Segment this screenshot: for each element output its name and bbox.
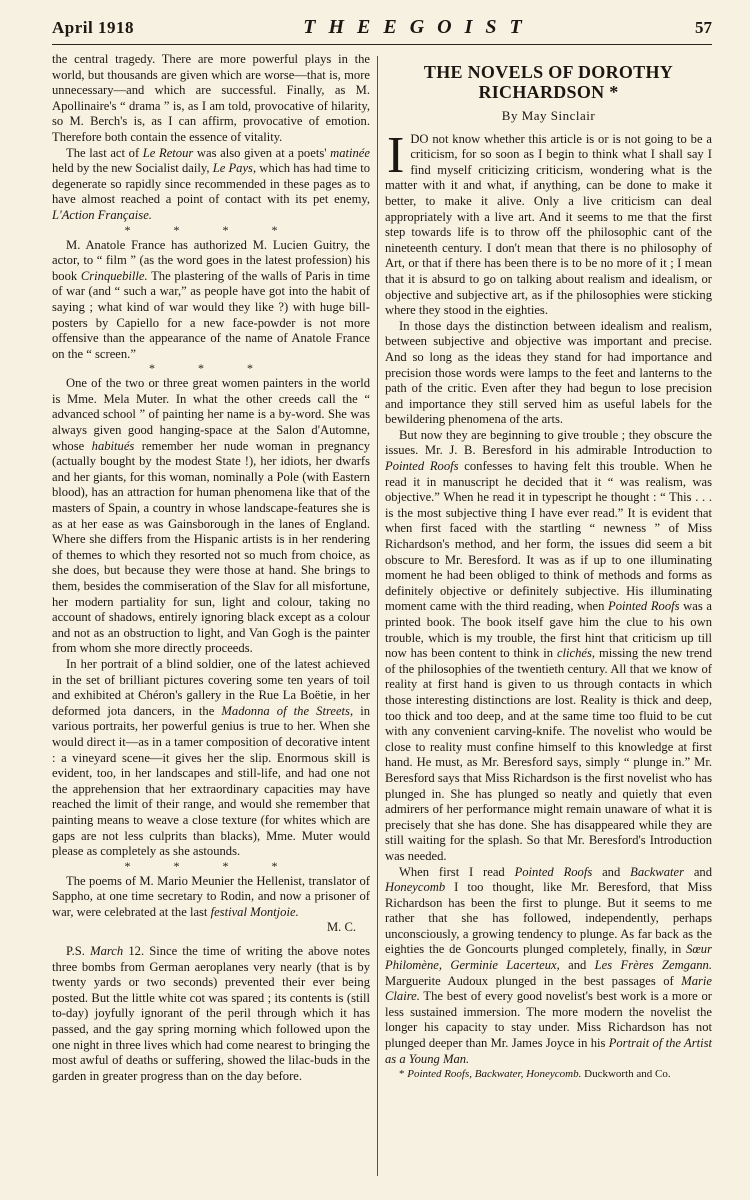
paragraph-postscript: P.S. March 12. Since the time of writing the above notes three bombs from German aeroplanes very nearly (that is by twenty yards or two seconds) prevented their ever being posted. But the little white cot was spared ; its contents is (still to-day) joyfully ignorant of the peril through which it has passed, and the gay spring morning which followed upon the one night in three lives which had come nearest to bringing the most awful of deaths or suffering, showed the lilac-buds in the garden in greater progress than on the day before.: [52, 944, 370, 1083]
article-byline: By May Sinclair: [501, 108, 596, 123]
article-title: THE NOVELS OF DOROTHY RICHARDSON *: [423, 62, 674, 102]
column-divider: [377, 56, 378, 1176]
left-column: [52, 52, 370, 1084]
journal-title: T H E E G O I S T: [303, 16, 526, 38]
paragraph-idealism: In those days the distinction between idealism and realism, between subjective and objective was important and precise. And so long as the ideas they stand for had importance and precision those words were lamps to the feet and lanterns to the path of the critic. Even after they had begun to lose precision and importance they still served him as useful labels for the bewildering phenomena of the arts.: [385, 318, 712, 427]
paragraph-tragedy: the central tragedy. There are more powerful plays in the world, but thousands are given which are worse—that is, more unnecessary—and which are successful. Finally, as M. Apollinaire's “ drama ” is, as I am told, provocative of hilarity, so M. Berch's is, as I can affirm, provocative of emotion. Therefore both contain the essence of vitality.: [52, 52, 370, 144]
page-number: 57: [694, 18, 712, 37]
page-header: [52, 16, 712, 45]
paragraph-le-retour: The last act of Le Retour was also given at a poets' matinée held by the new Socialist daily, Le Pays, which has had time to degenerate so rapidly since recommended in these pages as to have almost reached a point of contact with its pet enemy, L'Action Française.: [52, 145, 370, 222]
right-column: [385, 52, 712, 1081]
section-break: * * *: [149, 361, 273, 376]
paragraph-mario-meunier: The poems of M. Mario Meunier the Hellenist, translator of Sappho, at one time secretary to Rodin, and now a prisoner of war, were celebrated at the last festival Montjoie.: [52, 873, 370, 919]
paragraph-blind-soldier: In her portrait of a blind soldier, one of the latest achieved in the set of brilliant pictures covering some ten years of toil and exhibited at Chéron's gallery in the Rue La Boëtie, in her deformed jota dancers, in the Madonna of the Streets, in various portraits, her powerful genius is true to her. When she would direct it—as in a tamer composition of decorative intent : a vineyard scene—it gives her the slip. Enormous skill is evident, too, in her landscapes and still-life, and had one not the apprehension that her extraordinary capacities may have reached the limit of their range, and would she remember that painting means to weave a close texture (for whites which are gaps are not less culprits than blacks), Mme. Muter would please as completely as she astounds.: [52, 656, 370, 859]
paragraph-anatole-france: M. Anatole France has authorized M. Lucien Guitry, the actor, to “ film ” (as the word goes in the latest profession) his book Crinquebille. The plastering of the walls of Paris in time of war (and “ such a war,” as people have got into the habit of saying ; what kind of war would they like ?) with huge bill-posters by Capiello for a new face-powder is not more offensive than the appearance of the name of Anatole France on the “ screen.”: [52, 237, 370, 361]
paragraph-plunge: When first I read Pointed Roofs and Backwater and Honeycomb I too thought, like Mr. Beresford, that Miss Richardson has been the first to plunge. But it seems to me rather that she has followed, independently, perhaps unconsciously, a growing tendency to plunge. As far back as the eighties the de Goncourts plunged completely, finally, in Sœur Philomène, Germinie Lacerteux, and Les Frères Zemgann. Marguerite Audoux plunged in the best passages of Marie Claire. The best of every good novelist's best work is a more or less sustained immersion. The more modern the novelist the longer his capacity to stay under. Miss Richardson has not plunged deeper than Mr. James Joyce in his Portrait of the Artist as a Young Man.: [385, 864, 712, 1066]
signature-line: [52, 920, 370, 936]
issue-date: April 1918: [52, 18, 134, 37]
section-break: * * * *: [124, 222, 298, 237]
footnote: * Pointed Roofs, Backwater, Honeycomb. Duckworth and Co.: [399, 1068, 671, 1081]
paragraph-opening: I DO not know whether this article is or is not going to be a criticism, for so soon as I begin to think what I shall say I find myself criticizing criticism, wondering what is the matter with it and what, if anything, can be done to make it better, to make it alive. Only a live criticism can deal appropriately with a live art. And it seems to me that the first step towards life is to throw off the philosophic cant of the nineteenth century. I don't mean that there is no philosophy of Art, or that if there has been there is to be no more of it ; I mean that it is absurd to go on talking about realism and idealism, or objective and subjective art, as if the philosophies were sticking where they stood in the eighties.: [385, 126, 712, 318]
author-initials: M. C.: [326, 920, 356, 935]
section-break: * * * *: [124, 858, 298, 873]
paragraph-beresford: But now they are beginning to give trouble ; they obscure the issues. Mr. J. B. Beresford in his admirable Introduction to Pointed Roofs confesses to having felt this trouble. When he read it in manuscript he decided that it “ was realism, was objective.” When he read it in typescript he thought : “ This . . . is the most subjective thing I have ever read.” It is evident that when first faced with the startling “ newness ” of Miss Richardson's method, and her form, the issues did seem a bit obscure to Mr. Beresford. It was as if up to one illuminating moment he had been obliged to think of methods and forms as definitely objective or definitely subjective. His illuminating moment came with the third reading, when Pointed Roofs was a printed book. The book itself gave him the clue to his own trouble, which is my trouble, the first hint that criticism up till now has been content to think in clichés, missing the new trend of the philosophies of the twentieth century. All that we know of reality at first hand is given to us through contacts in which those interesting distinctions are lost. Reality is thick and deep, too thick and too deep, and at the same time too fluid to be cut with any convenient carving-knife. The novelist who would be close to reality must confine himself to this knowledge at first hand. He must, as Mr. Beresford says, simply “ plunge in.” Mr. Beresford says that Miss Richardson is the first novelist who has plunged in. She has plunged so neatly and quietly that even admirers of her performance might remain unaware of what it is precisely that she has done. She has disappeared while they are still waiting for the splash. So that Mr. Beresford's Introduction was needed.: [385, 427, 712, 863]
paragraph-mela-muter: One of the two or three great women painters in the world is Mme. Mela Muter. In what the other creeds call the “ advanced school ” of painting her name is a by-word. She was always given good hanging-space at the Salon d'Automne, whose habitués remember her nude woman in pregnancy (actually bought by the modest State !), her idiots, her dwarfs and her giants, for this woman, nominally a Pole (with Eastern blood), has an attraction for human phenomena like that of the masters of Spain, a country in whose landscape-features she is as at her ease as was Gainsborough in the lanes of England. Where she differs from the Hispanic artists is in her rendering of themes to which they resorted not so much from choice, as she does, but because they were those at hand. She brings to them, besides the commiseration of the Slav for all misfortune, her modern partiality for sun, light and colour, taking no account of shadows, entirely ignoring black except as a colour and not as an obstruction to light, and Van Gogh is the painter from whom she more directly proceeds.: [52, 376, 370, 656]
drop-cap: I: [387, 126, 405, 184]
